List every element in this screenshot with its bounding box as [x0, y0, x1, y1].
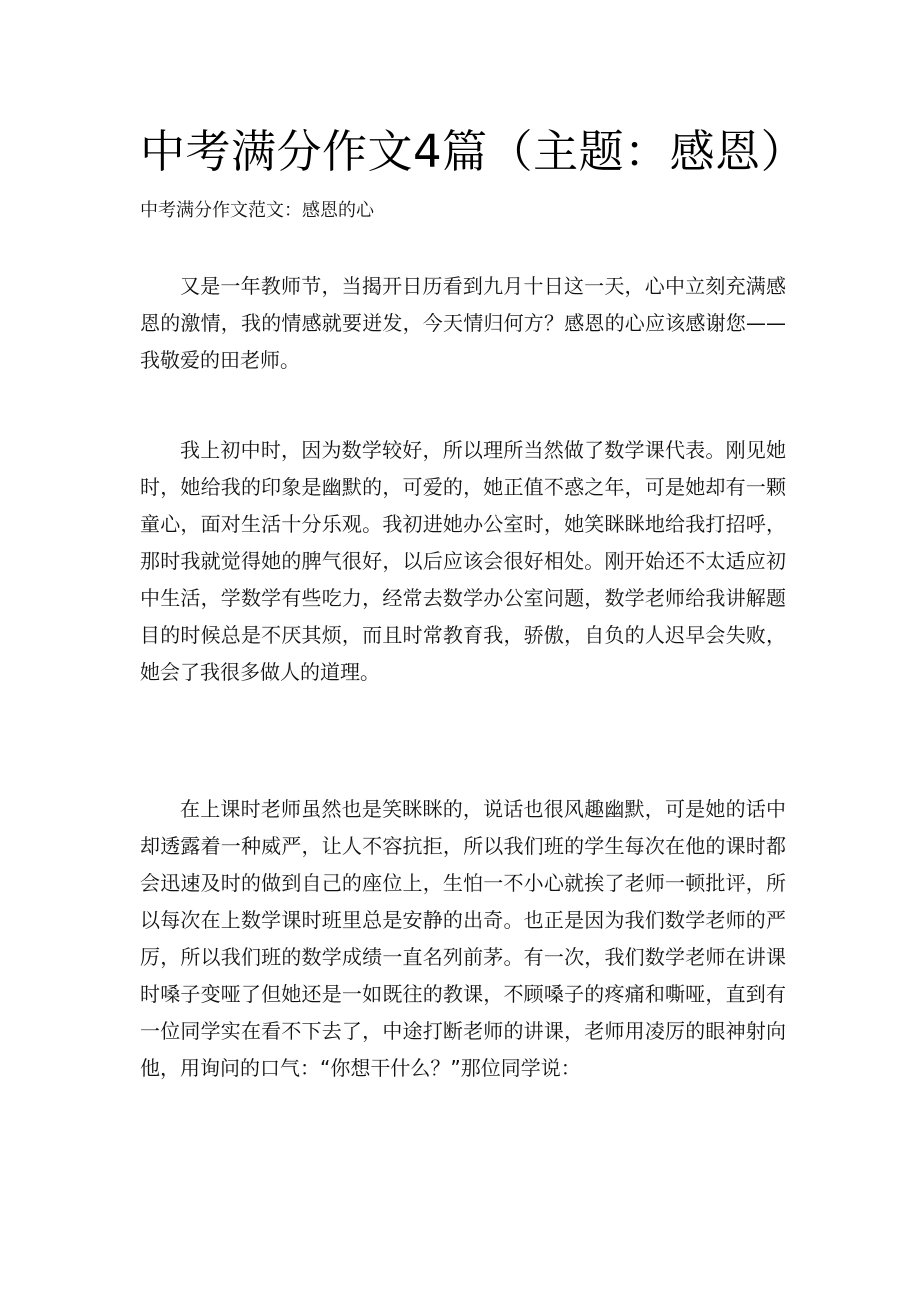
paragraph-1: 又是一年教师节，当揭开日历看到九月十日这一天，心中立刻充满感恩的激情，我的情感就要迸发，今天情归何方？感恩的心应该感谢您——我敬爱的田老师。: [140, 274, 786, 372]
document-subtitle: 中考满分作文范文：感恩的心: [140, 200, 374, 221]
paragraph-2: 我上初中时，因为数学较好，所以理所当然做了数学课代表。刚见她时，她给我的印象是幽默的，可爱的，她正值不惑之年，可是她却有一颗童心，面对生活十分乐观。我初进她办公室时，她笑眯眯地给我打招呼，那时我就觉得她的脾气很好，以后应该会很好相处。刚开始还不太适应初中生活，学数学有些吃力，经常去数学办公室问题，数学老师给我讲解题目的时候总是不厌其烦，而且时常教育我，骄傲，自负的人迟早会失败，她会了我很多做人的道理。: [140, 438, 786, 684]
paragraph-3: 在上课时老师虽然也是笑眯眯的，说话也很风趣幽默，可是她的话中却透露着一种威严，让人不容抗拒，所以我们班的学生每次在他的课时都会迅速及时的做到自己的座位上，生怕一不小心就挨了老师一顿批评，所以每次在上数学课时班里总是安静的出奇。也正是因为我们数学老师的严厉，所以我们班的数学成绩一直名列前茅。有一次，我们数学老师在讲课时嗓子变哑了但她还是一如既往的教课，不顾嗓子的疼痛和嘶哑，直到有一位同学实在看不下去了，中途打断老师的讲课，老师用凌厉的眼神射向他，用询问的口气：“你想干什么？”那位同学说：: [140, 797, 786, 1080]
document-title: 中考满分作文4篇（主题：感恩）: [140, 125, 807, 178]
